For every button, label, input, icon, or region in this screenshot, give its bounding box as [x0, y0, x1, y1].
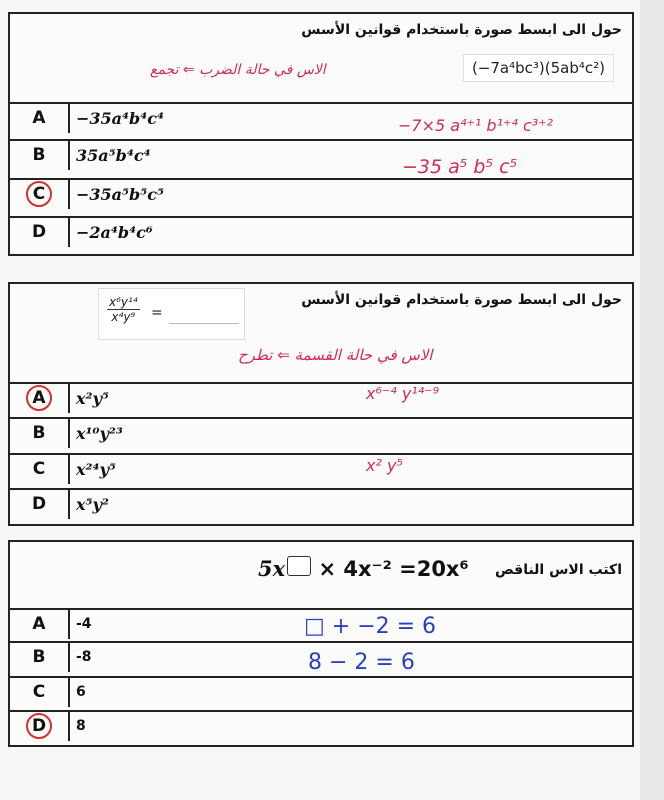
question-1-option-d[interactable]: [10, 216, 632, 247]
option-answer: 8: [76, 718, 86, 734]
option-letter: C: [10, 180, 70, 209]
question-2-option-a[interactable]: [10, 382, 632, 413]
option-letter: B: [10, 141, 70, 170]
option-answer: x⁵y²: [76, 495, 109, 514]
question-1-option-b[interactable]: [10, 139, 632, 170]
equals-sign: =: [151, 305, 163, 321]
question-3-option-a[interactable]: [10, 608, 632, 639]
option-letter: D: [10, 218, 70, 247]
question-1-option-a[interactable]: [10, 102, 632, 133]
equation-rest: × 4x⁻² =20x⁶: [318, 557, 469, 581]
question-2-option-c[interactable]: [10, 453, 632, 484]
option-letter: A: [10, 384, 70, 413]
option-letter: C: [10, 678, 70, 707]
option-answer: x²⁴y⁵: [76, 460, 116, 479]
option-letter: A: [10, 104, 70, 133]
option-letter: D: [10, 490, 70, 519]
question-1-option-c[interactable]: [10, 178, 632, 209]
option-letter: A: [10, 610, 70, 639]
option-answer: -8: [76, 649, 92, 665]
question-3-work-line-1: □ + −2 = 6: [304, 614, 437, 639]
question-2-handwritten-note: الاس في حالة القسمة ⇐ تطرح: [238, 346, 433, 364]
question-3-equation: [258, 556, 469, 581]
fraction: [107, 295, 140, 324]
question-1-work-line-2: −35 a⁵ b⁵ c⁵: [402, 156, 518, 178]
option-letter: B: [10, 643, 70, 672]
question-3-option-c[interactable]: [10, 676, 632, 707]
question-3-option-b[interactable]: [10, 641, 632, 672]
equation-base: 5x: [258, 556, 286, 581]
question-3-box: [8, 540, 634, 747]
fraction-denominator: x⁴y⁹: [111, 310, 136, 324]
question-1-handwritten-note: الاس في حالة الضرب ⇐ تجمع: [150, 62, 326, 78]
question-3-title: اكتب الاس الناقص: [494, 562, 622, 578]
option-answer: −2a⁴b⁴c⁶: [76, 223, 153, 242]
option-letter: D: [10, 712, 70, 741]
option-answer: 35a⁵b⁴c⁴: [76, 146, 151, 165]
question-2-work-line-1: x⁶⁻⁴ y¹⁴⁻⁹: [366, 384, 439, 403]
option-answer: −35a⁴b⁴c⁴: [76, 109, 164, 128]
missing-exponent-box[interactable]: [287, 556, 311, 576]
question-2-option-d[interactable]: [10, 488, 632, 519]
question-2-option-b[interactable]: [10, 417, 632, 448]
question-2-box: [8, 282, 634, 526]
fraction-numerator: x⁶y¹⁴: [109, 295, 138, 309]
option-answer: 6: [76, 684, 86, 700]
question-2-work-line-2: x² y⁵: [366, 456, 403, 475]
question-2-expression: [98, 288, 245, 340]
option-answer: -4: [76, 616, 92, 632]
question-1-box: [8, 12, 634, 256]
option-answer: x²y⁵: [76, 389, 109, 408]
question-1-work-line-1: −7×5 a⁴⁺¹ b¹⁺⁴ c³⁺²: [398, 116, 554, 135]
answer-blank-line: [169, 323, 239, 324]
option-answer: x¹⁰y²³: [76, 424, 123, 443]
question-1-title: حول الى ابسط صورة باستخدام قوانين الأسس: [301, 22, 622, 38]
option-answer: −35a⁵b⁵c⁵: [76, 185, 164, 204]
option-letter: C: [10, 455, 70, 484]
option-letter: B: [10, 419, 70, 448]
question-1-expression: (−7a⁴bc³)(5ab⁴c²): [463, 54, 614, 82]
question-3-option-d[interactable]: [10, 710, 632, 741]
question-2-title: حول الى ابسط صورة باستخدام قوانين الأسس: [301, 292, 622, 308]
question-3-work-line-2: 8 − 2 = 6: [308, 650, 415, 675]
